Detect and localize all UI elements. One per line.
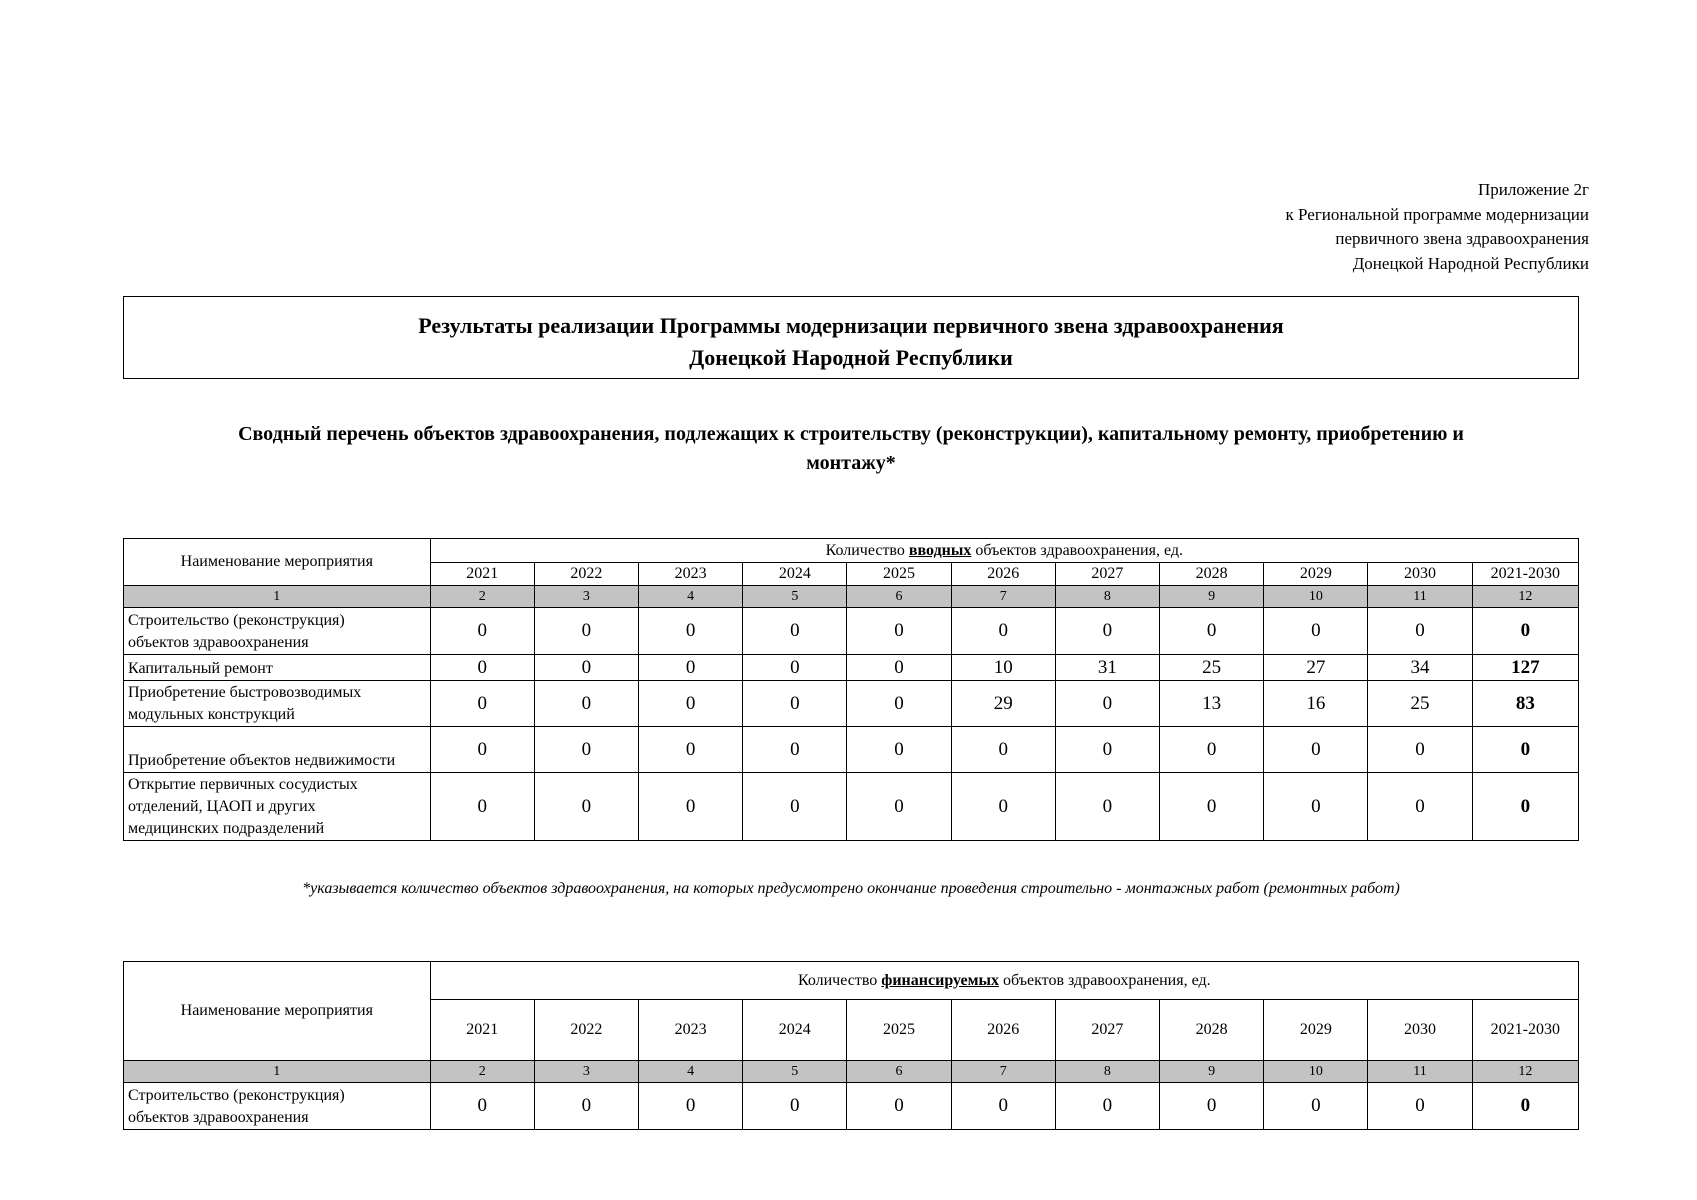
value-cell: 0 — [1264, 727, 1368, 773]
value-cell: 0 — [847, 681, 951, 727]
value-cell: 31 — [1055, 655, 1159, 681]
row-name — [124, 608, 431, 655]
column-number: 2 — [430, 1061, 534, 1083]
value-cell: 0 — [430, 773, 534, 841]
value-cell: 0 — [1055, 773, 1159, 841]
year-header: 2021-2030 — [1472, 1000, 1578, 1061]
column-number: 6 — [847, 586, 951, 608]
row-name — [124, 727, 431, 773]
value-cell: 0 — [847, 727, 951, 773]
appendix-line: к Региональной программе модернизации — [1285, 204, 1589, 224]
value-cell: 0 — [430, 727, 534, 773]
group-header-keyword: финансируемых — [881, 971, 999, 989]
table-financed-objects — [123, 961, 1579, 1130]
column-number: 12 — [1472, 1061, 1578, 1083]
column-number: 9 — [1160, 1061, 1264, 1083]
year-header: 2022 — [534, 1000, 638, 1061]
value-cell: 0 — [639, 1083, 743, 1130]
value-cell: 0 — [1368, 1083, 1472, 1130]
value-cell: 0 — [534, 655, 638, 681]
row-name-line: Капитальный ремонт — [128, 660, 273, 677]
year-header: 2026 — [951, 563, 1055, 586]
year-header: 2023 — [639, 1000, 743, 1061]
value-cell: 0 — [1264, 608, 1368, 655]
value-cell: 25 — [1368, 681, 1472, 727]
value-cell: 0 — [951, 773, 1055, 841]
year-header: 2023 — [639, 563, 743, 586]
year-header: 2027 — [1055, 1000, 1159, 1061]
year-header: 2024 — [743, 1000, 847, 1061]
group-header-keyword: вводных — [908, 541, 972, 559]
value-cell: 0 — [951, 727, 1055, 773]
row-name-line: отделений, ЦАОП и других — [128, 798, 316, 815]
value-cell: 0 — [847, 1083, 951, 1130]
year-header: 2029 — [1264, 563, 1368, 586]
year-header: 2030 — [1368, 1000, 1472, 1061]
group-header-text: Количество — [797, 971, 882, 989]
column-number: 5 — [743, 586, 847, 608]
row-name-line: модульных конструкций — [128, 706, 295, 723]
year-header: 2028 — [1160, 563, 1264, 586]
column-number: 3 — [534, 1061, 638, 1083]
column-number: 11 — [1368, 1061, 1472, 1083]
value-cell: 0 — [1264, 773, 1368, 841]
value-cell: 0 — [1368, 773, 1472, 841]
total-cell: 127 — [1472, 655, 1578, 681]
name-column-header: Наименование мероприятия — [124, 539, 431, 586]
value-cell: 0 — [1055, 727, 1159, 773]
year-header: 2030 — [1368, 563, 1472, 586]
column-number: 1 — [124, 1061, 431, 1083]
year-header: 2025 — [847, 563, 951, 586]
row-name-line: объектов здравоохранения — [128, 1109, 309, 1126]
appendix-line: Донецкой Народной Республики — [1352, 253, 1589, 273]
value-cell: 0 — [1055, 1083, 1159, 1130]
year-header: 2022 — [534, 563, 638, 586]
group-header-text: объектов здравоохранения, ед. — [999, 971, 1211, 989]
row-name — [124, 681, 431, 727]
row-name-line: Приобретение быстровозводимых — [128, 684, 362, 701]
footnote: *указывается количество объектов здравоохранения, на которых предусмотрено окончание проведения строительно - монтажных работ (ремонтных работ) — [302, 880, 1400, 897]
group-header — [430, 539, 1578, 563]
value-cell: 0 — [847, 608, 951, 655]
table-row — [124, 1083, 1579, 1130]
value-cell: 0 — [430, 655, 534, 681]
total-cell: 0 — [1472, 727, 1578, 773]
page-title-line: Результаты реализации Программы модернизации первичного звена здравоохранения — [418, 313, 1284, 338]
value-cell: 0 — [951, 608, 1055, 655]
value-cell: 13 — [1160, 681, 1264, 727]
value-cell: 0 — [430, 608, 534, 655]
value-cell: 0 — [639, 681, 743, 727]
value-cell: 34 — [1368, 655, 1472, 681]
year-header: 2024 — [743, 563, 847, 586]
column-number: 2 — [430, 586, 534, 608]
value-cell: 0 — [743, 655, 847, 681]
column-number: 1 — [124, 586, 431, 608]
page-title-box — [123, 296, 1579, 379]
row-name-line: объектов здравоохранения — [128, 634, 309, 651]
year-header: 2028 — [1160, 1000, 1264, 1061]
year-header: 2027 — [1055, 563, 1159, 586]
row-name-line: Приобретение объектов недвижимости — [128, 752, 396, 769]
column-number: 10 — [1264, 586, 1368, 608]
value-cell: 0 — [1264, 1083, 1368, 1130]
column-number: 4 — [639, 586, 743, 608]
appendix-note — [1286, 178, 1589, 276]
column-number: 4 — [639, 1061, 743, 1083]
total-cell: 0 — [1472, 1083, 1578, 1130]
value-cell: 0 — [847, 655, 951, 681]
column-number: 7 — [951, 1061, 1055, 1083]
row-name-line: Строительство (реконструкция) — [128, 1087, 345, 1104]
section-subtitle — [123, 420, 1579, 478]
appendix-line: Приложение 2г — [1478, 180, 1589, 199]
value-cell: 0 — [743, 773, 847, 841]
value-cell: 0 — [639, 608, 743, 655]
value-cell: 0 — [951, 1083, 1055, 1130]
column-number: 10 — [1264, 1061, 1368, 1083]
row-name — [124, 655, 431, 681]
subtitle-line: монтажу* — [806, 452, 896, 474]
value-cell: 29 — [951, 681, 1055, 727]
group-header-text: объектов здравоохранения, ед. — [971, 541, 1184, 559]
year-header: 2021 — [430, 563, 534, 586]
value-cell: 27 — [1264, 655, 1368, 681]
row-name-line: Открытие первичных сосудистых — [128, 776, 358, 793]
value-cell: 0 — [743, 727, 847, 773]
table-row — [124, 727, 1579, 773]
row-name — [124, 773, 431, 841]
row-name — [124, 1083, 431, 1130]
value-cell: 0 — [1055, 681, 1159, 727]
column-number: 9 — [1160, 586, 1264, 608]
value-cell: 25 — [1160, 655, 1264, 681]
group-header-text: Количество — [825, 541, 909, 559]
value-cell: 10 — [951, 655, 1055, 681]
value-cell: 0 — [639, 655, 743, 681]
value-cell: 0 — [1368, 727, 1472, 773]
row-name-line: медицинских подразделений — [128, 820, 325, 837]
value-cell: 0 — [1160, 773, 1264, 841]
year-header: 2021 — [430, 1000, 534, 1061]
value-cell: 0 — [534, 681, 638, 727]
value-cell: 0 — [534, 727, 638, 773]
row-name-line: Строительство (реконструкция) — [128, 612, 345, 629]
value-cell: 0 — [534, 773, 638, 841]
column-number: 6 — [847, 1061, 951, 1083]
value-cell: 0 — [534, 1083, 638, 1130]
value-cell: 0 — [1160, 727, 1264, 773]
column-number: 3 — [534, 586, 638, 608]
page-title-line: Донецкой Народной Республики — [689, 345, 1013, 370]
column-number: 5 — [743, 1061, 847, 1083]
column-number: 8 — [1055, 1061, 1159, 1083]
value-cell: 0 — [639, 773, 743, 841]
value-cell: 0 — [430, 1083, 534, 1130]
column-number: 12 — [1472, 586, 1578, 608]
value-cell: 0 — [743, 1083, 847, 1130]
value-cell: 0 — [847, 773, 951, 841]
table-row — [124, 655, 1579, 681]
appendix-line: первичного звена здравоохранения — [1335, 229, 1589, 248]
column-number: 11 — [1368, 586, 1472, 608]
table-row — [124, 773, 1579, 841]
group-header — [430, 962, 1578, 1000]
value-cell: 0 — [1160, 1083, 1264, 1130]
name-column-header: Наименование мероприятия — [124, 962, 431, 1061]
total-cell: 83 — [1472, 681, 1578, 727]
value-cell: 16 — [1264, 681, 1368, 727]
value-cell: 0 — [534, 608, 638, 655]
year-header: 2029 — [1264, 1000, 1368, 1061]
total-cell: 0 — [1472, 773, 1578, 841]
value-cell: 0 — [1160, 608, 1264, 655]
column-number: 7 — [951, 586, 1055, 608]
table-row — [124, 681, 1579, 727]
value-cell: 0 — [1055, 608, 1159, 655]
column-number: 8 — [1055, 586, 1159, 608]
value-cell: 0 — [430, 681, 534, 727]
table-commissioned-objects — [123, 538, 1579, 841]
value-cell: 0 — [743, 681, 847, 727]
value-cell: 0 — [1368, 608, 1472, 655]
value-cell: 0 — [639, 727, 743, 773]
table-row — [124, 608, 1579, 655]
value-cell: 0 — [743, 608, 847, 655]
year-header: 2026 — [951, 1000, 1055, 1061]
total-cell: 0 — [1472, 608, 1578, 655]
subtitle-line: Сводный перечень объектов здравоохранения, подлежащих к строительству (реконструкции), капитальному ремонту, приобретению и — [238, 423, 1464, 445]
year-header: 2021-2030 — [1472, 563, 1578, 586]
year-header: 2025 — [847, 1000, 951, 1061]
